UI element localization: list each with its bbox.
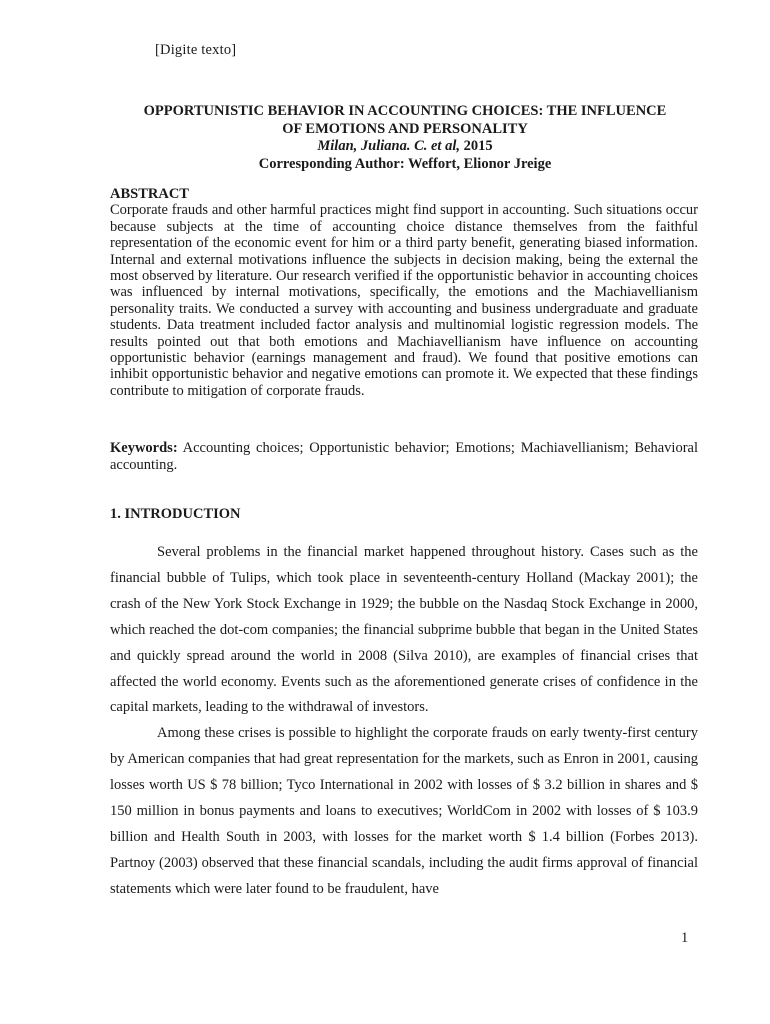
header-placeholder: [Digite texto] bbox=[155, 42, 237, 58]
author-line bbox=[100, 138, 710, 156]
abstract-section bbox=[110, 186, 698, 399]
keywords-label: Keywords: bbox=[110, 440, 178, 456]
introduction-body bbox=[110, 540, 698, 903]
keywords-text: Accounting choices; Opportunistic behavior; Emotions; Machiavellianism; Behavioral accounting. bbox=[110, 440, 698, 473]
title-block bbox=[100, 103, 710, 173]
corresponding-author: Corresponding Author: Weffort, Elionor Jreige bbox=[258, 155, 552, 172]
abstract-text: Corporate frauds and other harmful practices might find support in accounting. Such situations occur because subjects at the time of accounting choice distance themselves from the faithful representation of the economic event for him or a third party benefit, generating biased information. Internal and external motivations influence the subjects in decision making, being the external the most observed by literature. Our research verified if the opportunistic behavior in accounting choices was influenced by internal motivations, specifically, the emotions and the Machiavellianism personality traits. We conducted a survey with accounting and business undergraduate and graduate students. Data treatment included factor analysis and multinomial logistic regression models. The results pointed out that both emotions and Machiavellianism have influence on accounting opportunistic behavior (earnings management and fraud). We found that positive emotions can inhibit opportunistic behavior and negative emotions can promote it. We expected that these findings contribute to mitigation of corporate frauds. bbox=[110, 202, 698, 399]
abstract-heading: ABSTRACT bbox=[110, 186, 189, 202]
keywords bbox=[110, 440, 698, 474]
paragraph: Among these crises is possible to highlight the corporate frauds on early twenty-first century by American companies that had great representation for the markets, such as Enron in 2001, causing losses worth US $ 78 billion; Tyco International in 2002 with losses of $ 3.2 billion in shares and $ 150 million in bonus payments and loans to executives; WorldCom in 2002 with losses of $ 103.9 billion and Health South in 2003, with losses for the market worth $ 1.4 billion (Forbes 2013). Partnoy (2003) observed that these financial scandals, including the audit firms approval of financial statements which were later found to be fraudulent, have bbox=[110, 725, 698, 897]
section-heading-introduction: 1. INTRODUCTION bbox=[110, 506, 241, 522]
page-number: 1 bbox=[681, 930, 689, 946]
paper-title-line-2: OF EMOTIONS AND PERSONALITY bbox=[282, 120, 528, 137]
paragraph: Several problems in the financial market happened throughout history. Cases such as the financial bubble of Tulips, which took place in seventeenth-century Holland (Mackay 2001); the crash of the New York Stock Exchange in 1929; the bubble on the Nasdaq Stock Exchange in 2000, which reached the dot-com companies; the financial subprime bubble that began in the United States and quickly spread around the world in 2008 (Silva 2010), are examples of financial crises that affected the world economy. Events such as the aforementioned generate crises of confidence in the capital markets, leading to the withdrawal of investors. bbox=[110, 544, 698, 716]
paper-title-line-1: OPPORTUNISTIC BEHAVIOR IN ACCOUNTING CHOICES: THE INFLUENCE bbox=[143, 103, 667, 119]
publication-year: 2015 bbox=[460, 138, 493, 154]
authors: Milan, Juliana. C. et al, bbox=[317, 138, 460, 154]
